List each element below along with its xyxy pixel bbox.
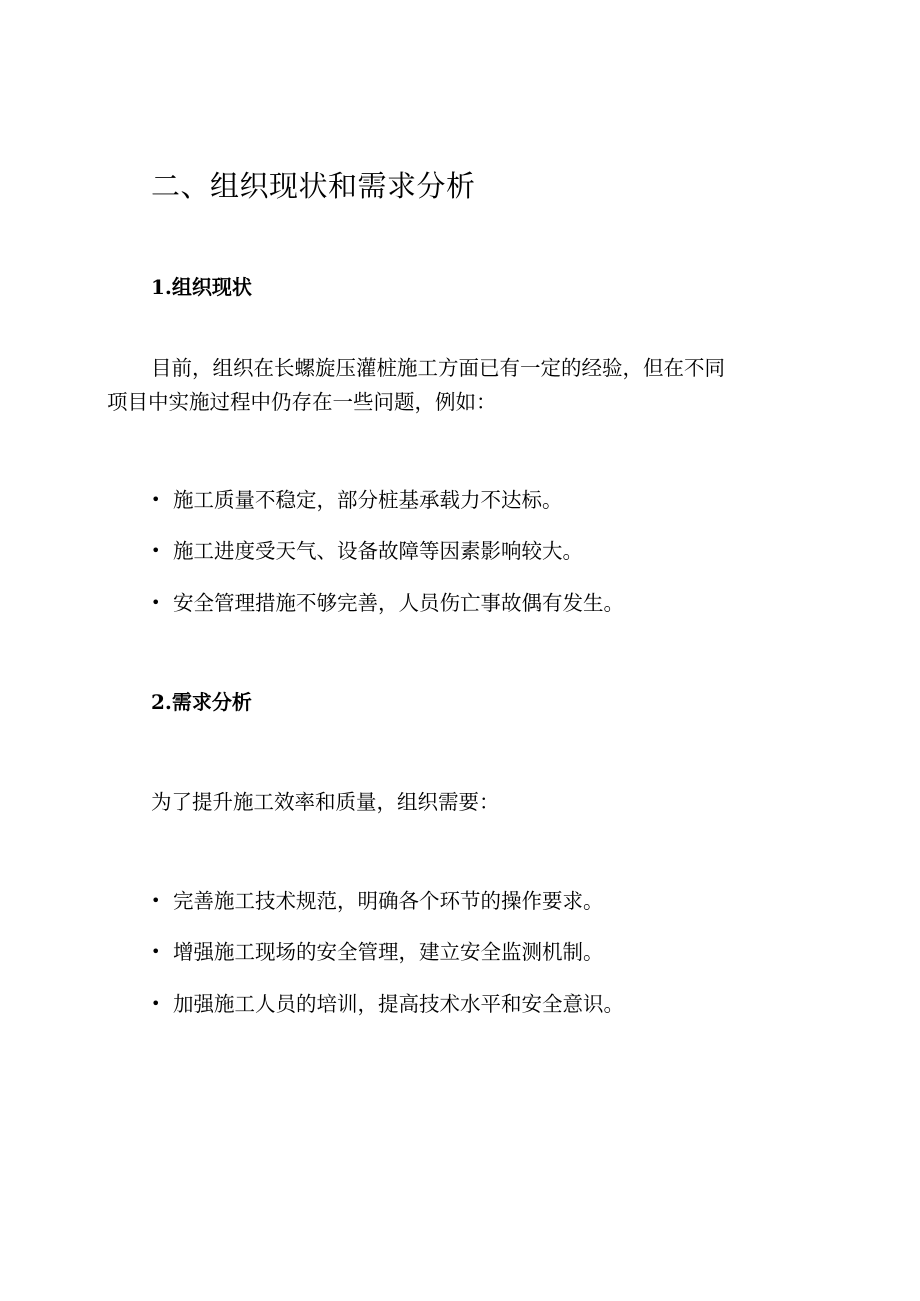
- needs-intro-line: 为了提升施工效率和质量，组织需要：: [151, 790, 500, 814]
- needs-list-item: [151, 885, 604, 917]
- section-heading-status: 1.组织现状: [151, 275, 252, 299]
- needs-list-item: [151, 988, 624, 1020]
- chapter-title: 二、组织现状和需求分析: [151, 169, 476, 203]
- status-list-item: [151, 535, 583, 567]
- bullet-icon: •: [151, 593, 161, 612]
- list-item-text: 增强施工现场的安全管理，建立安全监测机制。: [173, 940, 604, 964]
- bullet-icon: •: [151, 490, 161, 509]
- list-item-text: 完善施工技术规范，明确各个环节的操作要求。: [173, 889, 604, 913]
- bullet-icon: •: [151, 994, 161, 1013]
- bullet-icon: •: [151, 541, 161, 560]
- status-list-item: [151, 587, 624, 619]
- status-intro-line-2: 项目中实施过程中仍存在一些问题，例如：: [107, 390, 497, 414]
- section-heading-needs: 2.需求分析: [151, 690, 252, 714]
- needs-list-item: [151, 936, 604, 968]
- bullet-icon: •: [151, 942, 161, 961]
- list-item-text: 安全管理措施不够完善，人员伤亡事故偶有发生。: [173, 591, 624, 615]
- list-item-text: 施工质量不稳定，部分桩基承载力不达标。: [173, 488, 563, 512]
- list-item-text: 加强施工人员的培训，提高技术水平和安全意识。: [173, 992, 624, 1016]
- bullet-icon: •: [151, 891, 161, 910]
- list-item-text: 施工进度受天气、设备故障等因素影响较大。: [173, 539, 583, 563]
- status-list-item: [151, 484, 563, 516]
- status-intro-line-1: 目前，组织在长螺旋压灌桩施工方面已有一定的经验，但在不同: [151, 356, 725, 380]
